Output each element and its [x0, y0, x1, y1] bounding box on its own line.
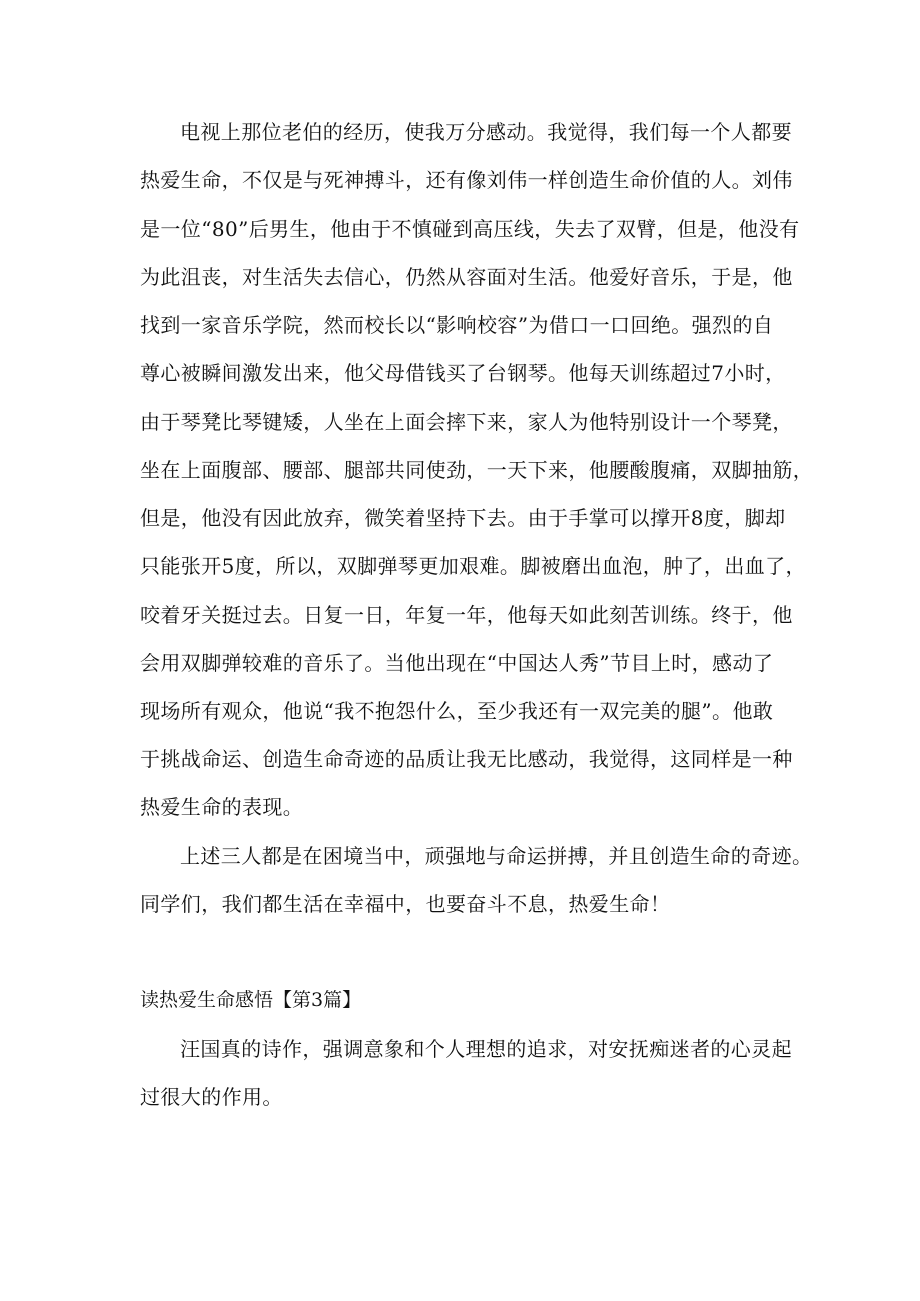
paragraph-line: 由于琴凳比琴键矮，人坐在上面会摔下来，家人为他特别设计一个琴凳，	[140, 410, 793, 434]
paragraph-line: 于挑战命运、创造生命奇迹的品质让我无比感动，我觉得，这同样是一种	[140, 747, 793, 771]
paragraph-line: 热爱生命的表现。	[140, 795, 304, 819]
paragraph-line: 上述三人都是在困境当中，顽强地与命运拼搏，并且创造生命的奇迹。	[180, 844, 813, 868]
paragraph-line: 只能张开5度，所以，双脚弹琴更加艰难。脚被磨出血泡，肿了，出血了，	[140, 554, 806, 578]
section-heading: 读热爱生命感悟【第3篇】	[140, 989, 362, 1011]
paragraph-line: 但是，他没有因此放弃，微笑着坚持下去。由于手掌可以撑开8度，脚却	[140, 506, 786, 530]
paragraph-line: 坐在上面腹部、腰部、腿部共同使劲，一天下来，他腰酸腹痛，双脚抽筋，	[140, 458, 814, 482]
paragraph-line: 是一位“80”后男生，他由于不慎碰到高压线，失去了双臂，但是，他没有	[140, 217, 800, 241]
paragraph-line: 找到一家音乐学院，然而校长以“影响校容”为借口一口回绝。强烈的自	[140, 313, 774, 337]
paragraph-line: 汪国真的诗作，强调意象和个人理想的追求，对安抚痴迷者的心灵起	[180, 1037, 792, 1061]
paragraph-line: 电视上那位老伯的经历，使我万分感动。我觉得，我们每一个人都要	[180, 120, 792, 144]
paragraph-line: 现场所有观众，他说“我不抱怨什么，至少我还有一双完美的腿”。他敢	[140, 699, 774, 723]
paragraph-line: 会用双脚弹较难的音乐了。当他出现在“中国达人秀”节目上时，感动了	[140, 651, 774, 675]
paragraph-line: 为此沮丧，对生活失去信心，仍然从容面对生活。他爱好音乐，于是，他	[140, 265, 793, 289]
paragraph-line: 尊心被瞬间激发出来，他父母借钱买了台钢琴。他每天训练超过7小时，	[140, 361, 786, 385]
paragraph-line: 过很大的作用。	[140, 1085, 283, 1109]
paragraph-line: 同学们，我们都生活在幸福中，也要奋斗不息，热爱生命！	[140, 892, 671, 916]
paragraph-line: 咬着牙关挺过去。日复一日，年复一年，他每天如此刻苦训练。终于，他	[140, 603, 793, 627]
paragraph-line: 热爱生命，不仅是与死神搏斗，还有像刘伟一样创造生命价值的人。刘伟	[140, 168, 793, 192]
